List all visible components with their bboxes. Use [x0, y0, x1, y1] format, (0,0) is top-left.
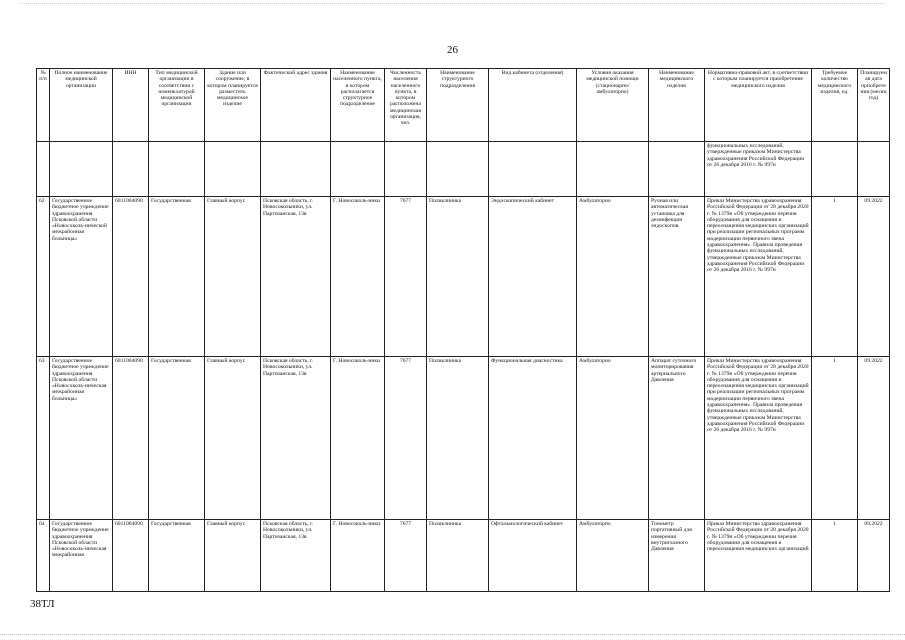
quantity: 1	[812, 197, 858, 357]
header-cell: Наименование населенного пункта, в котором располагается структурное подразделение	[331, 69, 385, 142]
inn: 6011004090	[113, 357, 149, 520]
care-conditions: Амбулаторно	[577, 520, 649, 592]
population: 7677	[385, 520, 427, 592]
unit: Поликлиника	[427, 357, 489, 520]
header-cell: Наименование структурного подразделения	[427, 69, 489, 142]
continuation-row	[37, 142, 890, 197]
care-conditions: Амбулаторно	[577, 197, 649, 357]
header-cell: Наименование медицинского изделия	[649, 69, 705, 142]
table-row	[37, 197, 890, 357]
row-number: 62	[37, 197, 50, 357]
header-cell: Фактический адрес здания	[261, 69, 331, 142]
building: Главный корпус	[205, 520, 261, 592]
header-cell: ИНН	[113, 69, 149, 142]
org-name: Государственное бюджетное учреждение здравоохранения Псковской области «Новосоколь-ническая межрайонная	[50, 520, 113, 592]
header-cell: Планируемая дата приобретения (месяц год)	[858, 69, 890, 142]
header-cell: Условия оказания медицинской помощи (стационарно/ амбулаторно)	[577, 69, 649, 142]
population: 7677	[385, 197, 427, 357]
header-cell: Здание или сооружение, в котором планируется разместить медицинское изделие	[205, 69, 261, 142]
org-type: Государственная	[149, 520, 205, 592]
header-cell: № п/п	[37, 69, 50, 142]
equipment-table	[36, 68, 890, 592]
scan-bottom-edge	[0, 634, 905, 635]
legal-act: Приказ Министерства здравоохранения Российской Федерации от 28 декабря 2020 г. № 1379н «Об утверждении перечня оборудования для оснащения и переоснащения медицинских организаций при реализации региональных программ модернизации первичного звена здравоохранения». Правила проведения функциональных исследований, утвержденные приказом Министерства здравоохранения Российской Федерации от 26 декабря 2016 г. № 997н	[705, 357, 812, 520]
header-cell: Требуемое количество медицинского изделия, ед.	[812, 69, 858, 142]
device-name: Аппарат суточного мониторирования артериального Давления	[649, 357, 705, 520]
address: Псковская область, г. Новосокольники, ул. Партизанская, 13в	[261, 197, 331, 357]
header-cell: Нормативно-правовой акт, в соответствии с которым планируется приобретение медицинского изделия	[705, 69, 812, 142]
page-number: 26	[447, 44, 458, 56]
table-row	[37, 520, 890, 592]
header-cell: Тип медицинской организации в соответствии с номенклатурой медицинской организации	[149, 69, 205, 142]
unit: Поликлиника	[427, 520, 489, 592]
table-row	[37, 357, 890, 520]
purchase-date: 09.2022	[858, 197, 890, 357]
locality: Г. Новосоколь-ники	[331, 197, 385, 357]
population: 7677	[385, 357, 427, 520]
purchase-date: 09.2022	[858, 520, 890, 592]
document-code-mark: 38ТЛ	[30, 598, 55, 610]
purchase-date: 09.2022	[858, 357, 890, 520]
device-name: Тонометр портативный для измерения внутриглазного Давления	[649, 520, 705, 592]
locality: Г. Новосоколь-ники	[331, 520, 385, 592]
legal-act: Приказ Министерства здравоохранения Российской Федерации от 28 декабря 2020 г. № 1379н «Об утверждении перечня оборудования для оснащения и переоснащения медицинских организаций при реализации региональных программ модернизации первичного звена здравоохранения». Правила проведения функциональных исследований, утвержденные приказом Министерства здравоохранения Российской Федерации от 26 декабря 2016 г. № 997н	[705, 197, 812, 357]
header-cell: Численность населения населенного пункта, в котором расположена медицинская организация, чел.	[385, 69, 427, 142]
continuation-act-text: функциональных исследований, утвержденные приказом Министерства здравоохранения Российской Федерации от 26 декабря 2016 г. № 997н	[705, 142, 812, 197]
inn: 6011004090	[113, 520, 149, 592]
header-row	[37, 69, 890, 142]
address: Псковская область, г. Новосокольники, ул. Партизанская, 13в	[261, 520, 331, 592]
inn: 6011004090	[113, 197, 149, 357]
unit: Поликлиника	[427, 197, 489, 357]
address: Псковская область, г. Новосокольники, ул. Партизанская, 13в	[261, 357, 331, 520]
quantity: 1	[812, 520, 858, 592]
legal-act: Приказ Министерства здравоохранения Российской Федерации от 28 декабря 2020 г. № 1379н «Об утверждении перечня оборудования для оснащения и переоснащения медицинских организаций	[705, 520, 812, 592]
equipment-table-sheet	[36, 68, 887, 592]
building: Главный корпус	[205, 197, 261, 357]
locality: Г. Новосоколь-ники	[331, 357, 385, 520]
care-conditions: Амбулаторно	[577, 357, 649, 520]
room-type: Эндоскопический кабинет	[489, 197, 577, 357]
device-name: Ручная или автоматическая установка для дезинфекции эндоскопов	[649, 197, 705, 357]
org-type: Государственная	[149, 197, 205, 357]
room-type: Функциональная диагностика	[489, 357, 577, 520]
building: Главный корпус	[205, 357, 261, 520]
quantity: 1	[812, 357, 858, 520]
scan-top-edge	[20, 3, 885, 4]
org-name: Государственное бюджетное учреждение здравоохранения Псковской области «Новосоколь-нической межрайонная больница»	[50, 197, 113, 357]
org-name: Государственное бюджетное учреждение здравоохранения Псковской области «Новосоколь-ническая межрайонная больница»	[50, 357, 113, 520]
org-type: Государственная	[149, 357, 205, 520]
row-number: 63	[37, 357, 50, 520]
header-cell: Вид кабинета (отделения)	[489, 69, 577, 142]
room-type: Офтальмологический кабинет	[489, 520, 577, 592]
row-number: 64	[37, 520, 50, 592]
header-cell: Полное наименование медицинской организации	[50, 69, 113, 142]
